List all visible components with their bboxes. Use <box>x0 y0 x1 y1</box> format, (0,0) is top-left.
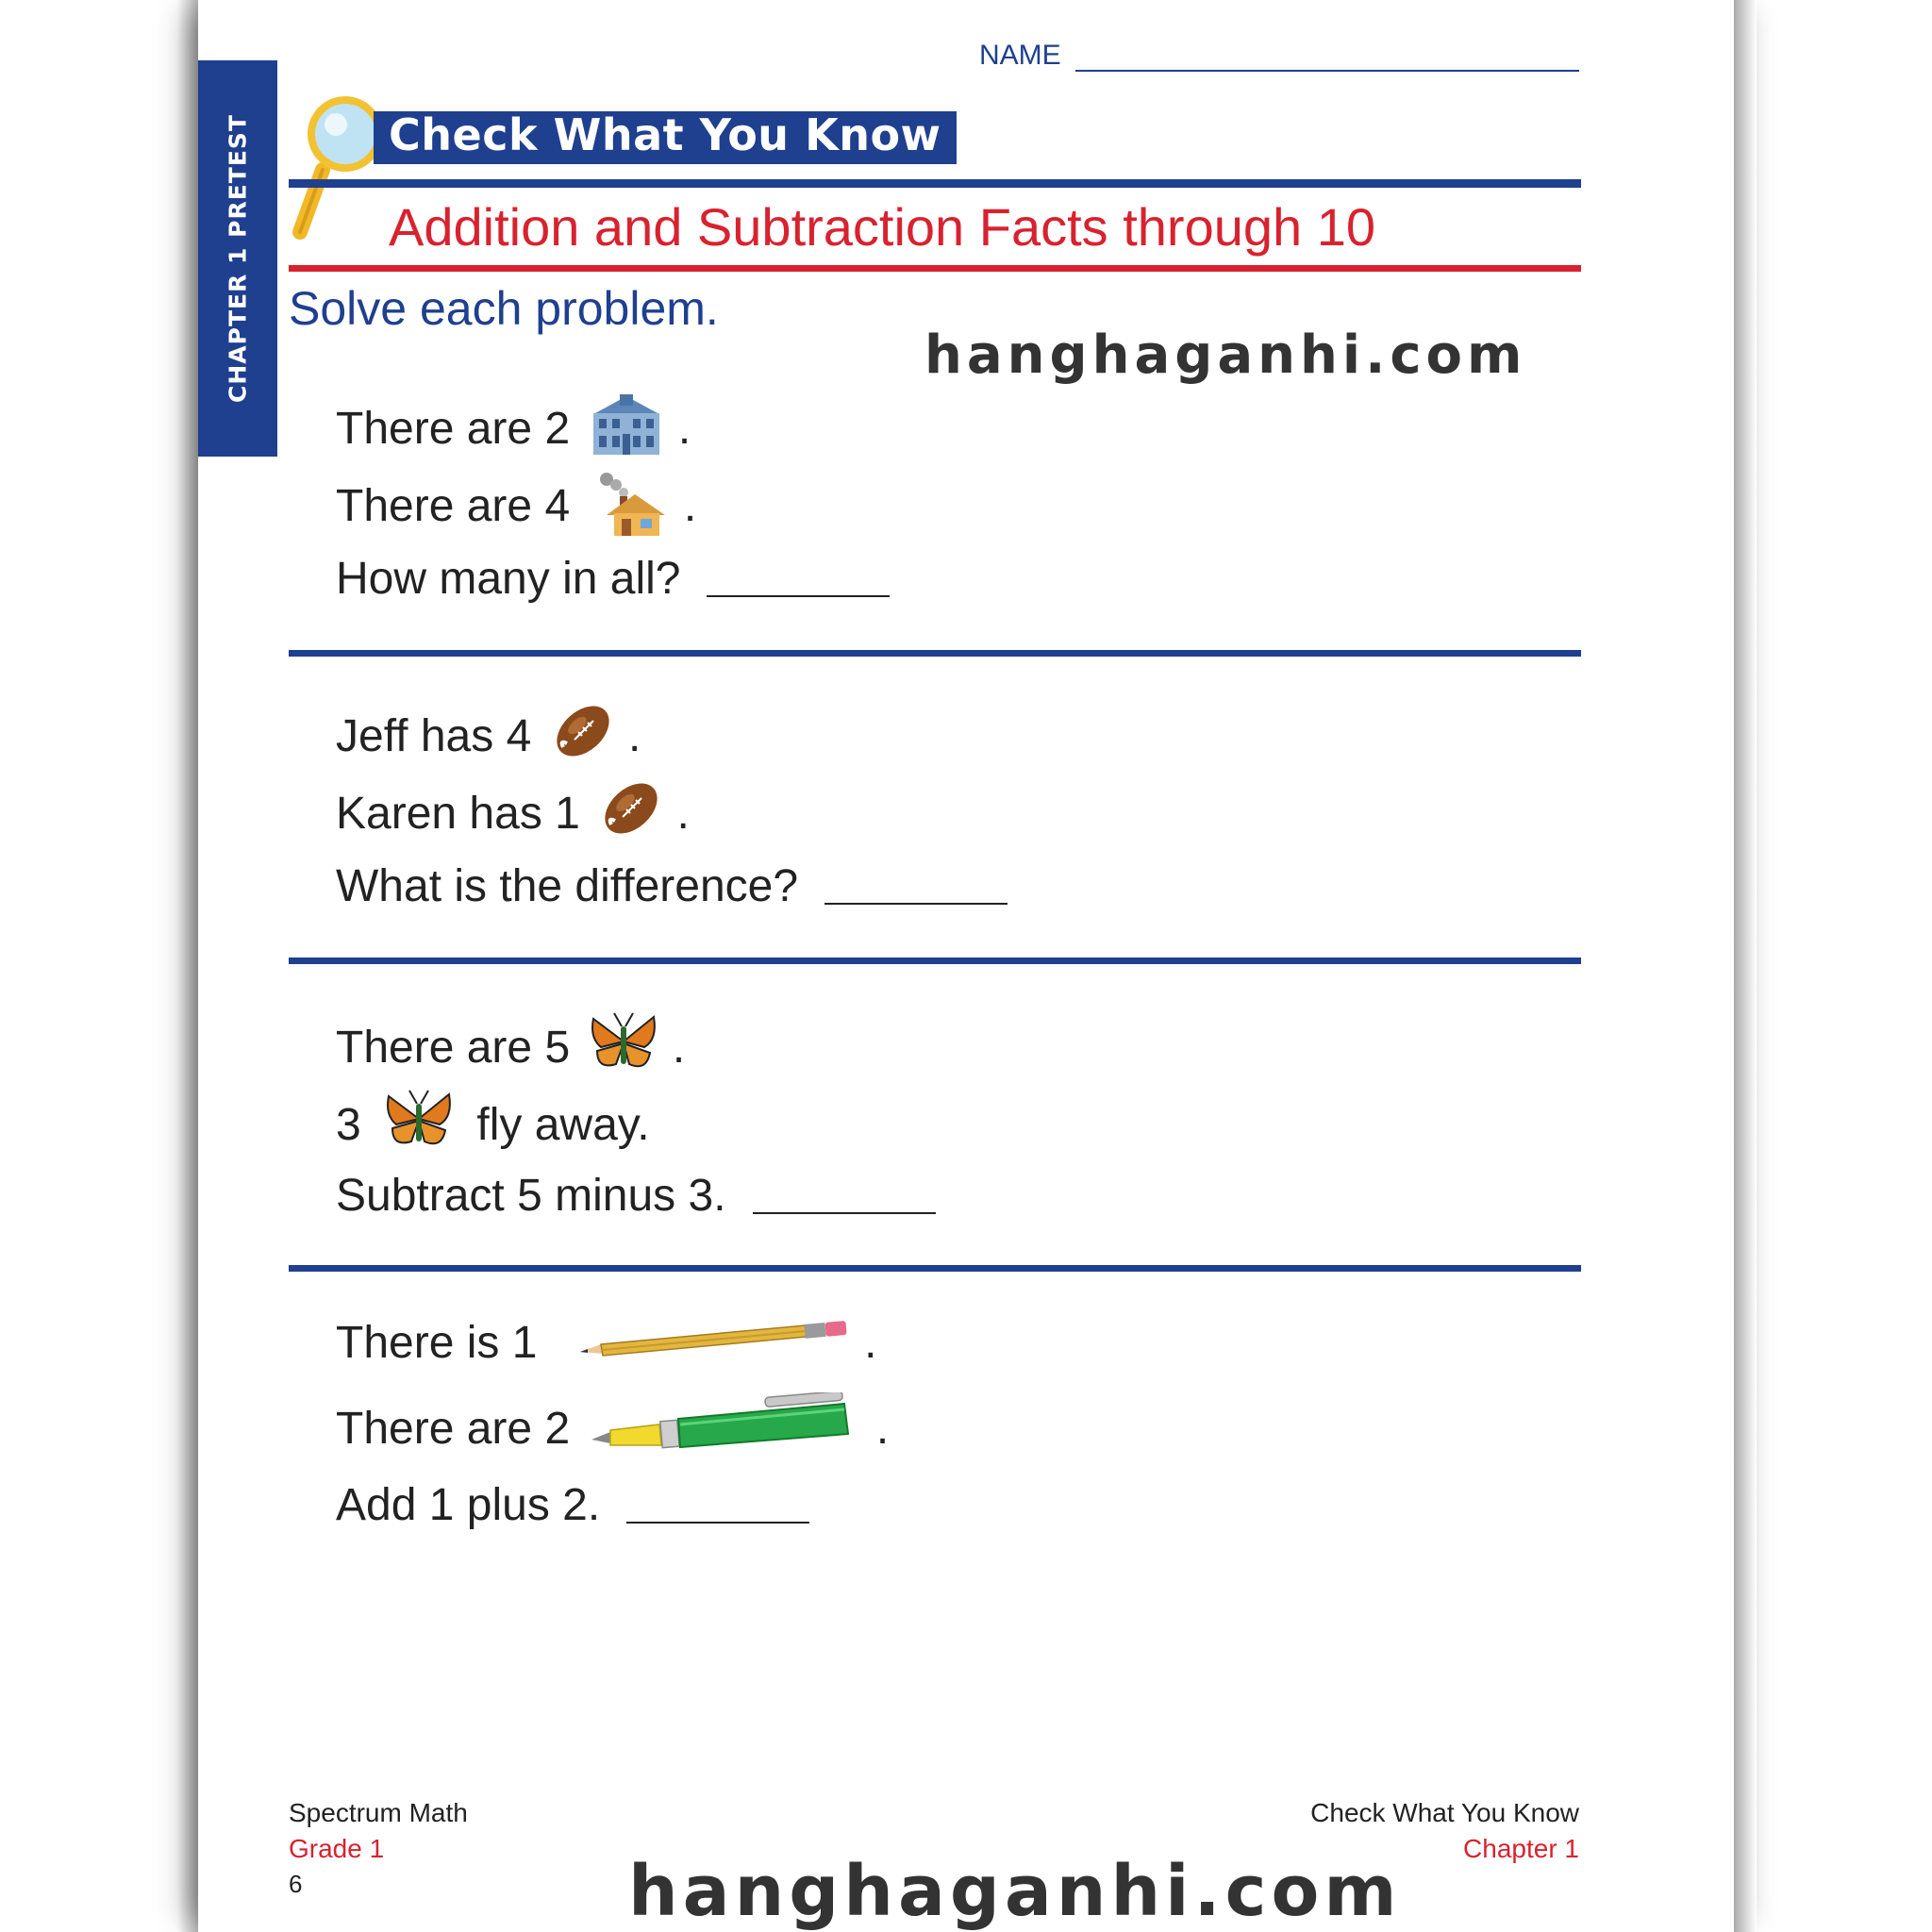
problem-text: There are 4 <box>336 481 571 531</box>
footer-book-title: Spectrum Math <box>289 1798 468 1827</box>
answer-blank[interactable] <box>753 1212 936 1214</box>
answer-blank[interactable] <box>824 903 1008 905</box>
problem-1-line-3 <box>336 553 890 605</box>
house-icon <box>593 470 671 538</box>
problem-3-line-1 <box>336 1009 685 1074</box>
problem-4-line-1 <box>336 1317 876 1369</box>
butterfly-icon <box>588 1009 659 1074</box>
football-icon <box>550 700 616 762</box>
page-number: 6 <box>289 1870 303 1898</box>
football-icon <box>598 777 664 840</box>
problem-3-line-3 <box>336 1170 936 1222</box>
answer-blank[interactable] <box>707 595 890 597</box>
problem-4-line-2 <box>336 1392 889 1455</box>
title-rule <box>289 179 1581 188</box>
problem-punct: . <box>677 404 691 454</box>
watermark-top: hanghaganhi.com <box>924 325 1527 386</box>
answer-blank[interactable] <box>626 1522 809 1524</box>
problem-divider <box>289 958 1581 964</box>
problem-divider <box>289 650 1581 657</box>
problem-question: Subtract 5 minus 3. <box>336 1171 726 1221</box>
name-field-line[interactable] <box>1075 70 1579 72</box>
problem-punct: . <box>627 711 641 761</box>
problem-text: There are 2 <box>336 1404 571 1454</box>
problem-punct: . <box>875 1404 890 1454</box>
page-subtitle: Addition and Subtraction Facts through 10 <box>389 197 1376 257</box>
subtitle-rule <box>289 265 1581 272</box>
butterfly-icon <box>383 1087 455 1151</box>
problem-divider <box>289 1265 1581 1272</box>
page-title: Check What You Know <box>389 109 941 160</box>
problem-2-line-3 <box>336 860 1008 912</box>
problem-punct: . <box>864 1318 877 1368</box>
footer-section-title: Check What You Know <box>1310 1798 1579 1827</box>
problem-question: How many in all? <box>336 554 681 604</box>
problem-text: fly away. <box>476 1100 650 1150</box>
problem-punct: . <box>683 481 697 531</box>
problem-text: 3 <box>336 1100 361 1150</box>
building-icon <box>588 392 665 457</box>
problem-question: Add 1 plus 2. <box>336 1480 601 1530</box>
name-label: NAME <box>979 40 1061 71</box>
problem-1-line-1 <box>336 392 691 457</box>
page-shadow-right <box>1734 0 1757 1932</box>
chapter-side-tab-label: CHAPTER 1 PRETEST <box>224 114 252 403</box>
watermark-bottom: hanghaganhi.com <box>628 1851 1402 1932</box>
pencil-icon <box>578 1318 852 1365</box>
footer-grade: Grade 1 <box>289 1834 385 1863</box>
problem-text: Karen has 1 <box>336 789 580 839</box>
problem-4-line-3 <box>336 1479 809 1531</box>
footer-chapter: Chapter 1 <box>1463 1834 1579 1863</box>
problem-1-line-2 <box>336 470 696 538</box>
problem-punct: . <box>672 1023 686 1073</box>
problem-3-line-2 <box>336 1087 650 1151</box>
instructions: Solve each problem. <box>289 282 719 335</box>
problem-text: There are 5 <box>336 1023 571 1073</box>
pen-icon <box>590 1392 863 1455</box>
problem-text: Jeff has 4 <box>336 711 532 761</box>
page-shadow-left <box>177 0 198 1932</box>
problem-question: What is the difference? <box>336 861 799 911</box>
problem-2-line-2 <box>336 777 690 840</box>
problem-punct: . <box>676 789 690 839</box>
problem-2-line-1 <box>336 700 641 762</box>
problem-text: There is 1 <box>336 1318 538 1368</box>
problem-text: There are 2 <box>336 404 571 454</box>
